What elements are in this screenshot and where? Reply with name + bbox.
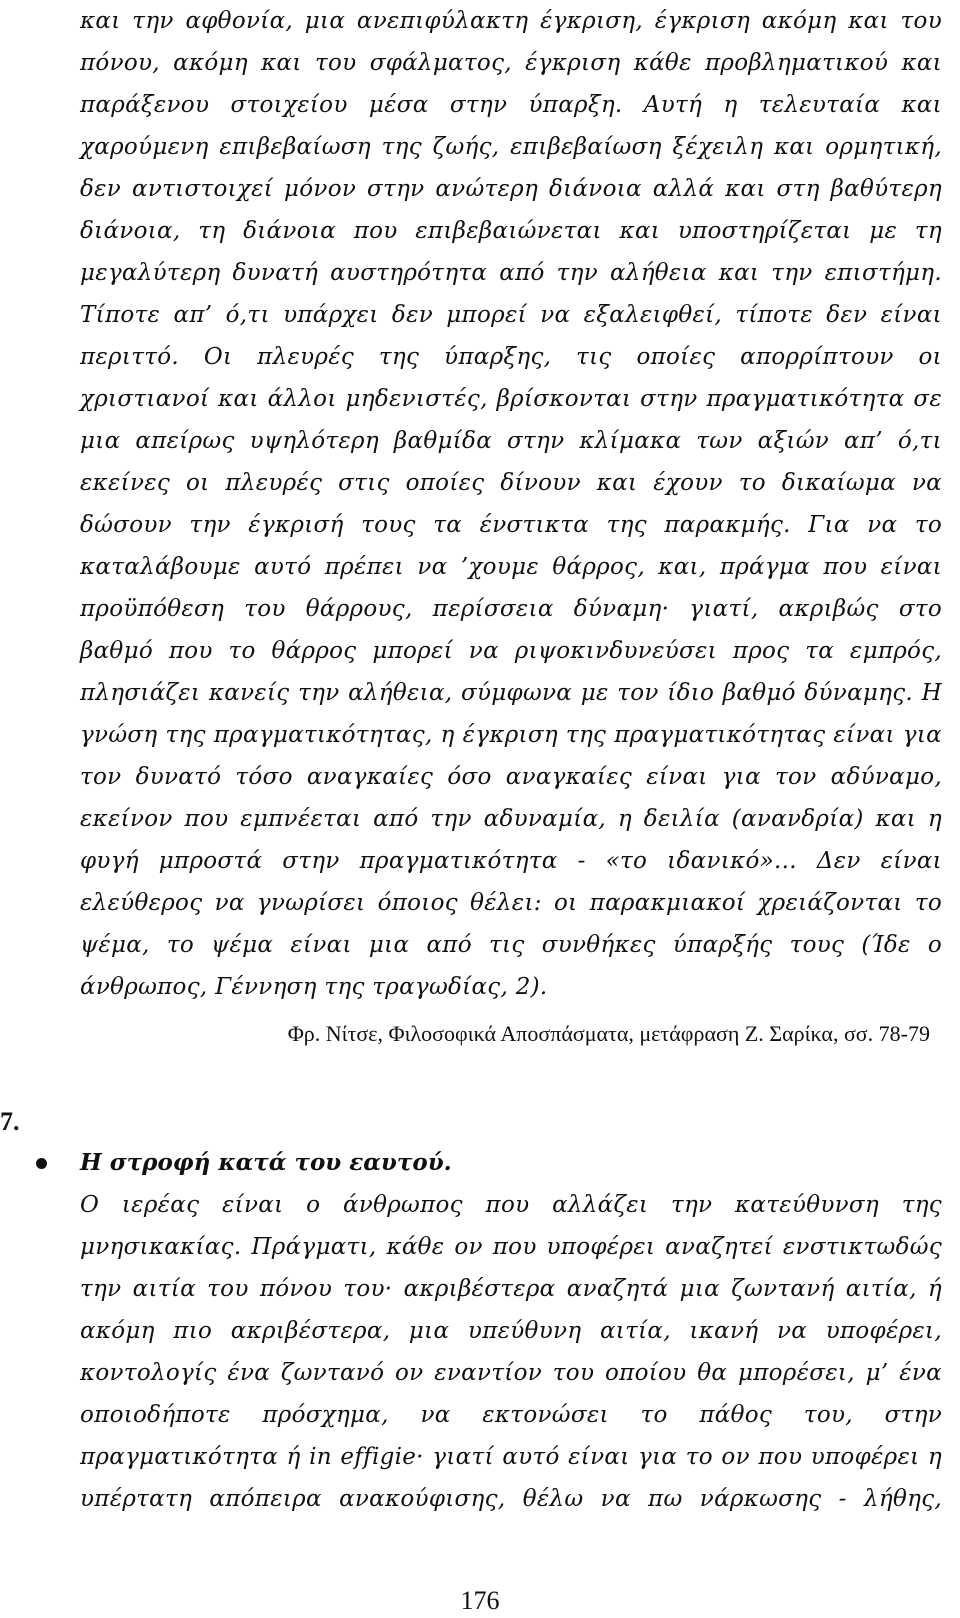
bullet-icon <box>36 1158 47 1169</box>
section-line: οποιοδήποτε πρόσχημα, να εκτονώσει το πάθος του, στην <box>80 1402 942 1428</box>
quote-line: χριστιανοί και άλλοι μηδενιστές, βρίσκονται στην πραγματικότητα σε <box>80 386 942 412</box>
section-line: υπέρτατη απόπειρα ανακούφισης, θέλω να πω νάρκωσης - λήθης, <box>80 1486 942 1512</box>
section-heading: Η στροφή κατά του εαυτού. <box>80 1149 452 1176</box>
quote-line: βαθμό που το θάρρος μπορεί να ριψοκινδυνεύσει προς τα εμπρός, <box>80 638 942 664</box>
quote-line: περιττό. Οι πλευρές της ύπαρξης, τις οποίες απορρίπτουν οι <box>80 344 942 370</box>
quote-line: γνώση της πραγματικότητας, η έγκριση της πραγματικότητας είναι για <box>80 722 942 748</box>
quote-line: φυγή μπροστά στην πραγματικότητα - «το ιδανικό»... Δεν είναι <box>80 848 942 874</box>
section-line: κοντολογίς ένα ζωντανό ον εναντίον του οποίου θα μπορέσει, μ’ ένα <box>80 1360 942 1386</box>
quote-citation: Φρ. Νίτσε, Φιλοσοφικά Αποσπάσματα, μετάφραση Ζ. Σαρίκα, σσ. 78-79 <box>287 1021 930 1046</box>
quote-line: εκείνον που εμπνέεται από την αδυναμία, η δειλία (ανανδρία) και η <box>80 806 942 832</box>
quote-line: άνθρωπος, Γέννηση της τραγωδίας, 2). <box>80 974 548 1000</box>
quote-line: ψέμα, το ψέμα είναι μια από τις συνθήκες ύπαρξής τους (Ίδε ο <box>80 932 942 958</box>
section-line: ακόμη πιο ακριβέστερα, μια υπεύθυνη αιτία, ικανή να υποφέρει, <box>80 1318 942 1344</box>
quote-line: μια απείρως υψηλότερη βαθμίδα στην κλίμακα των αξιών απ’ ό,τι <box>80 428 942 454</box>
quote-line: και την αφθονία, μια ανεπιφύλακτη έγκριση, έγκριση ακόμη και του <box>80 8 942 34</box>
quote-line: χαρούμενη επιβεβαίωση της ζωής, επιβεβαίωση ξέχειλη και ορμητική, <box>80 134 942 160</box>
quote-line: παράξενου στοιχείου μέσα στην ύπαρξη. Αυτή η τελευταία και <box>80 92 942 118</box>
quote-body <box>80 0 942 1008</box>
page-number: 176 <box>460 1586 500 1615</box>
section-line: την αιτία του πόνου του· ακριβέστερα αναζητά μια ζωντανή αιτία, ή <box>80 1276 942 1302</box>
quote-line: ελεύθερος να γνωρίσει όποιος θέλει: οι παρακμιακοί χρειάζονται το <box>80 890 942 916</box>
section-body <box>80 1184 942 1520</box>
quote-line: πόνου, ακόμη και του σφάλματος, έγκριση κάθε προβληματικού και <box>80 50 942 76</box>
section-line: μνησικακίας. Πράγματι, κάθε ον που υποφέρει αναζητεί ενστικτωδώς <box>80 1234 942 1260</box>
quote-line: καταλάβουμε αυτό πρέπει να ’χουμε θάρρος, και, πράγμα που είναι <box>80 554 942 580</box>
quote-line: διάνοια, τη διάνοια που επιβεβαιώνεται και υποστηρίζεται με τη <box>80 218 942 244</box>
quote-line: εκείνες οι πλευρές στις οποίες δίνουν και έχουν το δικαίωμα να <box>80 470 942 496</box>
quote-line: πλησιάζει κανείς την αλήθεια, σύμφωνα με τον ίδιο βαθμό δύναμης. Η <box>80 680 942 706</box>
section-line: Ο ιερέας είναι ο άνθρωπος που αλλάζει την κατεύθυνση της <box>80 1192 942 1218</box>
section-line: πραγματικότητα ή in effigie· γιατί αυτό είναι για το ον που υποφέρει η <box>80 1444 942 1470</box>
quote-line: τον δυνατό τόσο αναγκαίες όσο αναγκαίες είναι για τον αδύναμο, <box>80 764 942 790</box>
quote-line: δώσουν την έγκρισή τους τα ένστικτα της παρακμής. Για να το <box>80 512 942 538</box>
quote-line: μεγαλύτερη δυνατή αυστηρότητα από την αλήθεια και την επιστήμη. <box>80 260 942 286</box>
section-number: 7. <box>0 1107 20 1136</box>
quote-line: Τίποτε απ’ ό,τι υπάρχει δεν μπορεί να εξαλειφθεί, τίποτε δεν είναι <box>80 302 942 328</box>
quote-line: προϋπόθεση του θάρρους, περίσσεια δύναμη· γιατί, ακριβώς στο <box>80 596 942 622</box>
quote-line: δεν αντιστοιχεί μόνον στην ανώτερη διάνοια αλλά και στη βαθύτερη <box>80 176 942 202</box>
